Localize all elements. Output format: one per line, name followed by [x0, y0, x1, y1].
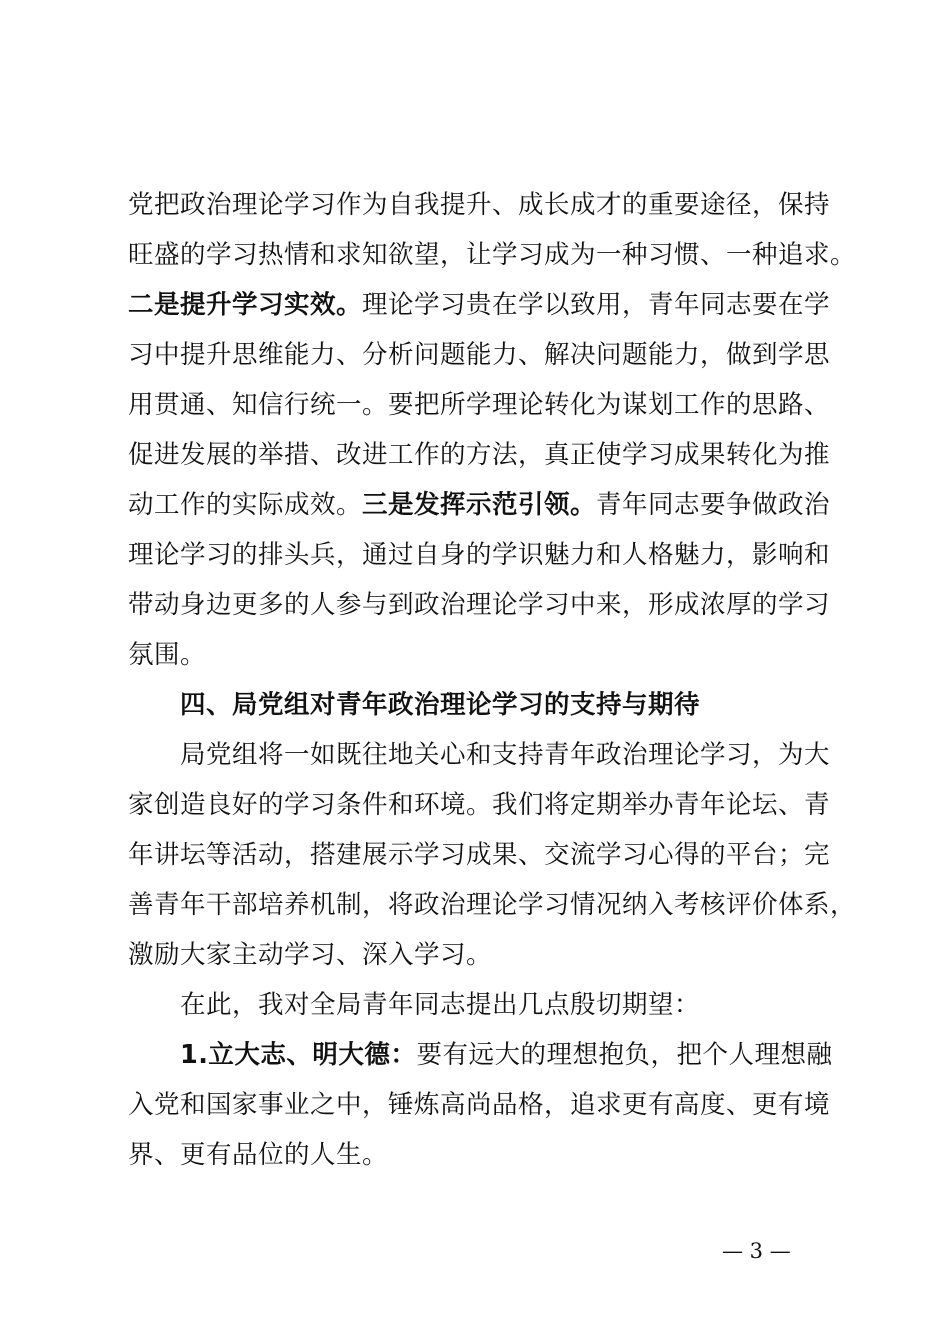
paragraph-line — [128, 580, 848, 630]
paragraph-line — [128, 830, 848, 880]
text-run: 氛围。 — [128, 640, 207, 670]
text-run: 局党组将一如既往地关心和支持青年政治理论学习，为大 — [180, 740, 831, 770]
text-run: 家创造良好的学习条件和环境。我们将定期举办青年论坛、青 — [128, 790, 831, 820]
text-run: 促进发展的举措、改进工作的方法，真正使学习成果转化为推 — [128, 440, 831, 470]
paragraph-line — [128, 630, 848, 680]
text-run: 善青年干部培养机制，将政治理论学习情况纳入考核评价体系， — [128, 890, 857, 920]
paragraph-line — [128, 930, 848, 980]
paragraph-line — [128, 780, 848, 830]
text-run: 党把政治理论学习作为自我提升、成长成才的重要途径，保持 — [128, 190, 831, 220]
section-heading — [180, 680, 900, 730]
paragraph-line — [128, 380, 848, 430]
paragraph-line — [128, 430, 848, 480]
inline-heading: 二是提升学习实效。 — [128, 290, 363, 320]
paragraph-line — [128, 530, 848, 580]
text-run: 动工作的实际成效。 — [128, 490, 363, 520]
inline-heading: 1.立大志、明大德： — [180, 1040, 417, 1070]
text-run: 年讲坛等活动，搭建展示学习成果、交流学习心得的平台；完 — [128, 840, 831, 870]
paragraph-line — [128, 880, 857, 930]
paragraph-line — [128, 480, 848, 530]
text-run: 在此，我对全局青年同志提出几点殷切期望： — [180, 990, 701, 1020]
text-run: 青年同志要争做政治 — [596, 490, 831, 520]
paragraph-line — [128, 330, 848, 380]
text-run: 习中提升思维能力、分析问题能力、解决问题能力，做到学思 — [128, 340, 831, 370]
paragraph-line — [128, 1130, 848, 1180]
text-run: 界、更有品位的人生。 — [128, 1140, 389, 1170]
text-run: 理论学习贵在学以致用，青年同志要在学 — [362, 290, 831, 320]
paragraph-line — [128, 1080, 848, 1130]
text-run: 激励大家主动学习、深入学习。 — [128, 940, 493, 970]
paragraph-line — [128, 230, 857, 280]
text-run: 要有远大的理想抱负，把个人理想融 — [416, 1040, 833, 1070]
text-run: 旺盛的学习热情和求知欲望，让学习成为一种习惯、一种追求。 — [128, 240, 857, 270]
text-run: 带动身边更多的人参与到政治理论学习中来，形成浓厚的学习 — [128, 590, 831, 620]
paragraph-line — [180, 730, 900, 780]
text-run: 入党和国家事业之中，锤炼高尚品格，追求更有高度、更有境 — [128, 1090, 831, 1120]
paragraph-line — [180, 1030, 900, 1080]
section-heading-text: 四、局党组对青年政治理论学习的支持与期待 — [180, 690, 701, 720]
text-run: 用贯通、知信行统一。要把所学理论转化为谋划工作的思路、 — [128, 390, 831, 420]
paragraph-line — [128, 280, 848, 330]
paragraph-line — [180, 980, 900, 1030]
page-number: — 3 — — [722, 1239, 791, 1263]
paragraph-line — [128, 180, 848, 230]
inline-heading: 三是发挥示范引领。 — [362, 490, 597, 520]
text-run: 理论学习的排头兵，通过自身的学识魅力和人格魅力，影响和 — [128, 540, 831, 570]
